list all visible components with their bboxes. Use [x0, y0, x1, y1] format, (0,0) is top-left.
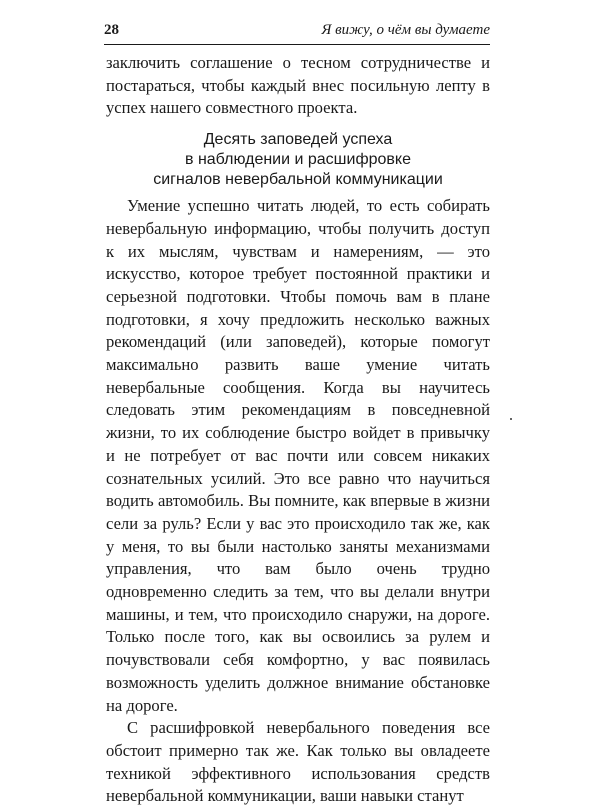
section-title: [106, 130, 490, 190]
page-header: [104, 20, 490, 45]
section-title-line-3: сигналов невербальной коммуникации: [153, 171, 443, 189]
section-title-line-2: в наблюдении и расшифровке: [185, 151, 411, 169]
page-body: [106, 52, 490, 808]
print-speck: [510, 418, 512, 420]
intro-paragraph: заключить соглашение о тесном сотрудничестве и постараться, чтобы каждый внес посильную лепту в успех нашего совместного проекта.: [106, 53, 490, 118]
running-title: Я вижу, о чём вы думаете: [321, 22, 490, 38]
page-number: 28: [104, 22, 119, 38]
section-title-line-1: Десять заповедей успеха: [203, 131, 393, 149]
paragraph-reading-people: Умение успешно читать людей, то есть собирать невербальную информацию, чтобы получить доступ к их мыслям, чувствам и намерениям, — это искусство, которое требует постоянной практики и серьезной подготовки. Чтобы помочь вам в плане подготовки, я хочу предложить несколько важных рекомендаций (или заповедей), которые помогут максимально развить ваше умение читать невербальные сообщения. Когда вы научитесь следовать этим рекомендациям в повседневной жизни, то их соблюдение быстро войдет в привычку и не потребует от вас почти или совсем никаких сознательных усилий. Это все равно что научиться водить автомобиль. Вы помните, как впервые в жизни сели за руль? Если у вас это происходило так же, как у меня, то вы были настолько заняты механизмами управления, что вам было очень трудно одновременно следить за тем, что вы делали внутри машины, и тем, что происходило снаружи, на дороге. Только после того, как вы освоились за рулем и почувствовали себя комфортно, у вас появилась возможность уделить должное внимание обстановке на дороге.: [106, 196, 490, 715]
paragraph-decoding-behavior: С расшифровкой невербального поведения все обстоит примерно так же. Как только вы овладеете техникой эффективного использования средств невербальной коммуникации, ваши навыки станут: [106, 718, 490, 806]
